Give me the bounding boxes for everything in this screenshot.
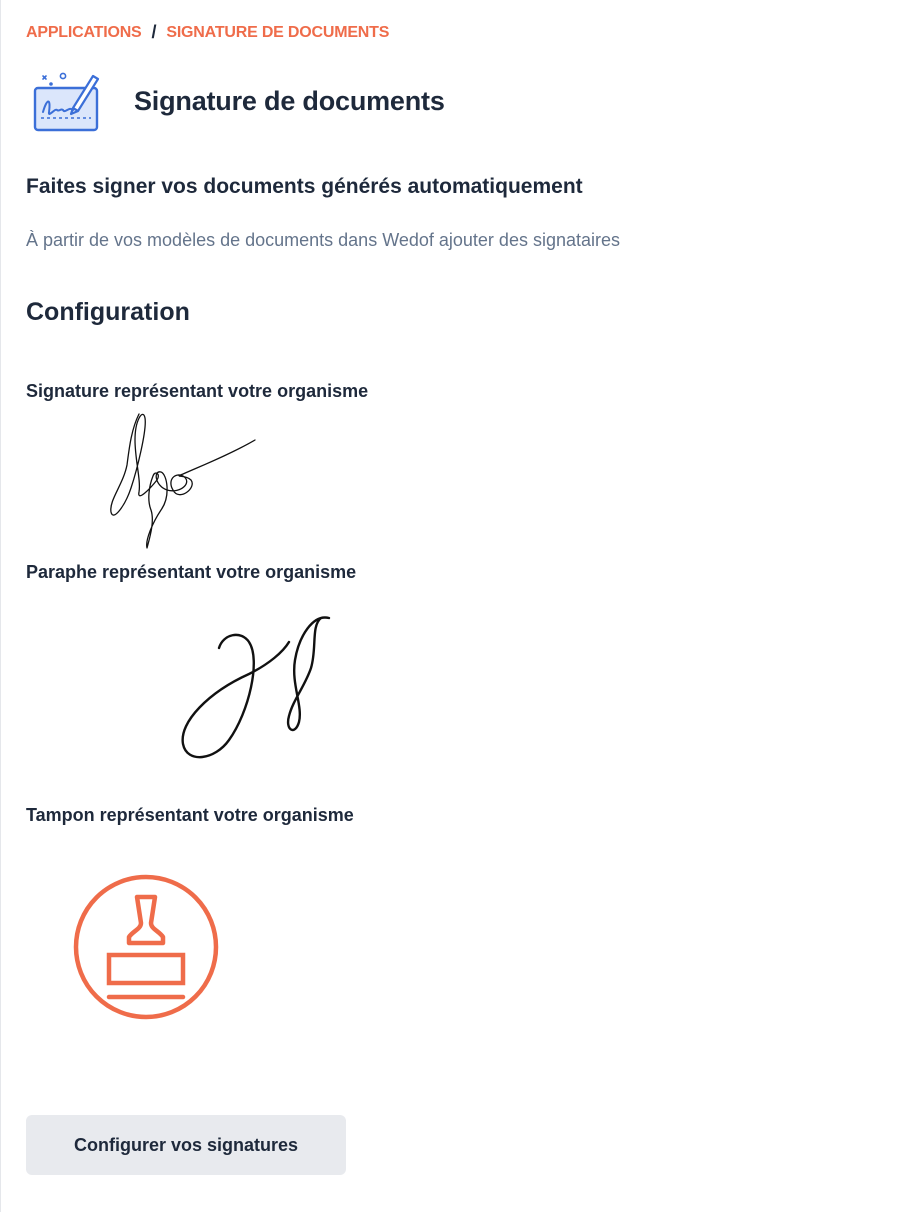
signature-tablet-icon	[33, 68, 101, 134]
stamp-label: Tampon représentant votre organisme	[26, 805, 354, 825]
breadcrumb-applications[interactable]: APPLICATIONS	[26, 23, 142, 41]
configuration-title: Configuration	[26, 298, 190, 326]
signature-image[interactable]	[101, 410, 261, 550]
breadcrumb-current: SIGNATURE DE DOCUMENTS	[166, 23, 390, 41]
initials-image[interactable]	[179, 612, 339, 767]
initials-label: Paraphe représentant votre organisme	[26, 562, 357, 582]
breadcrumb-separator: /	[151, 22, 157, 42]
breadcrumb	[26, 22, 389, 43]
stamp-icon[interactable]	[71, 873, 221, 1023]
app-headline: Faites signer vos documents générés automatiquement	[26, 175, 583, 198]
configure-signatures-button[interactable]: Configurer vos signatures	[26, 1115, 346, 1175]
page-header	[33, 68, 445, 134]
app-description: À partir de vos modèles de documents dans Wedof ajouter des signataires	[26, 230, 620, 250]
signature-label: Signature représentant votre organisme	[26, 381, 369, 401]
page-title: Signature de documents	[134, 85, 445, 116]
